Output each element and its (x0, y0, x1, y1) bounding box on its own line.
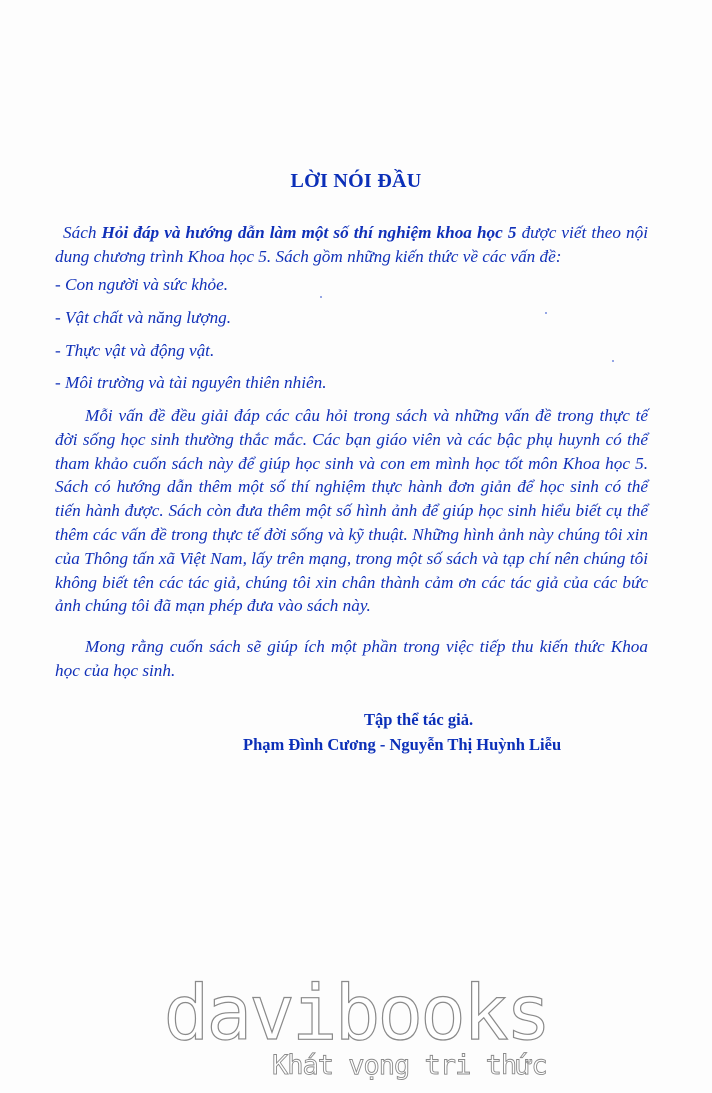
closing-paragraph: Mong rằng cuốn sách sẽ giúp ích một phần trong việc tiếp thu kiến thức Khoa học của học sinh. (55, 637, 648, 680)
watermark-slogan: Khát vọng tri thức (272, 1050, 547, 1081)
topic-item: - Thực vật và động vật. (55, 341, 215, 360)
scan-speck (320, 296, 322, 298)
intro-paragraph (55, 221, 648, 269)
topic-item: - Con người và sức khỏe. (55, 275, 229, 294)
signature-group: Tập thể tác giả. (364, 710, 474, 729)
topic-item: - Môi trường và tài nguyên thiên nhiên. (55, 373, 327, 392)
intro-suffix: được viết theo nội dung chương trình Khoa học 5. Sách gồm những kiến thức về các vấn đề: (55, 223, 648, 266)
scan-speck (545, 312, 547, 314)
intro-prefix: Sách (63, 223, 102, 242)
watermark-logo: davibooks (163, 968, 549, 1057)
page-title: LỜI NÓI ĐẦU (290, 170, 422, 192)
book-title: Hỏi đáp và hướng dẫn làm một số thí nghiệm khoa học 5 (101, 223, 517, 242)
signature-names: Phạm Đình Cương - Nguyễn Thị Huỳnh Liễu (243, 735, 562, 754)
body-paragraph: Mỗi vấn đề đều giải đáp các câu hỏi trong sách và những vấn đề trong thực tế đời sống học sinh thường thắc mắc. Các bạn giáo viên và các bậc phụ huynh có thể tham khảo cuốn sách này để giúp học sinh và con em mình học tốt môn Khoa học 5. Sách có hướng dẫn thêm một số thí nghiệm thực hành đơn giản để học sinh có thể tiến hành được. Sách còn đưa thêm một số hình ảnh để giúp học sinh hiểu biết cụ thể thêm các vấn đề trong thực tế đời sống và kỹ thuật. Những hình ảnh này chúng tôi xin của Thông tấn xã Việt Nam, lấy trên mạng, trong một số sách và tạp chí nên chúng tôi không biết tên các tác giả, chúng tôi xin chân thành cảm ơn các tác giả của các bức ảnh chúng tôi đã mạn phép đưa vào sách này. (55, 406, 648, 616)
scan-speck (612, 360, 614, 362)
topic-item: - Vật chất và năng lượng. (55, 308, 232, 327)
